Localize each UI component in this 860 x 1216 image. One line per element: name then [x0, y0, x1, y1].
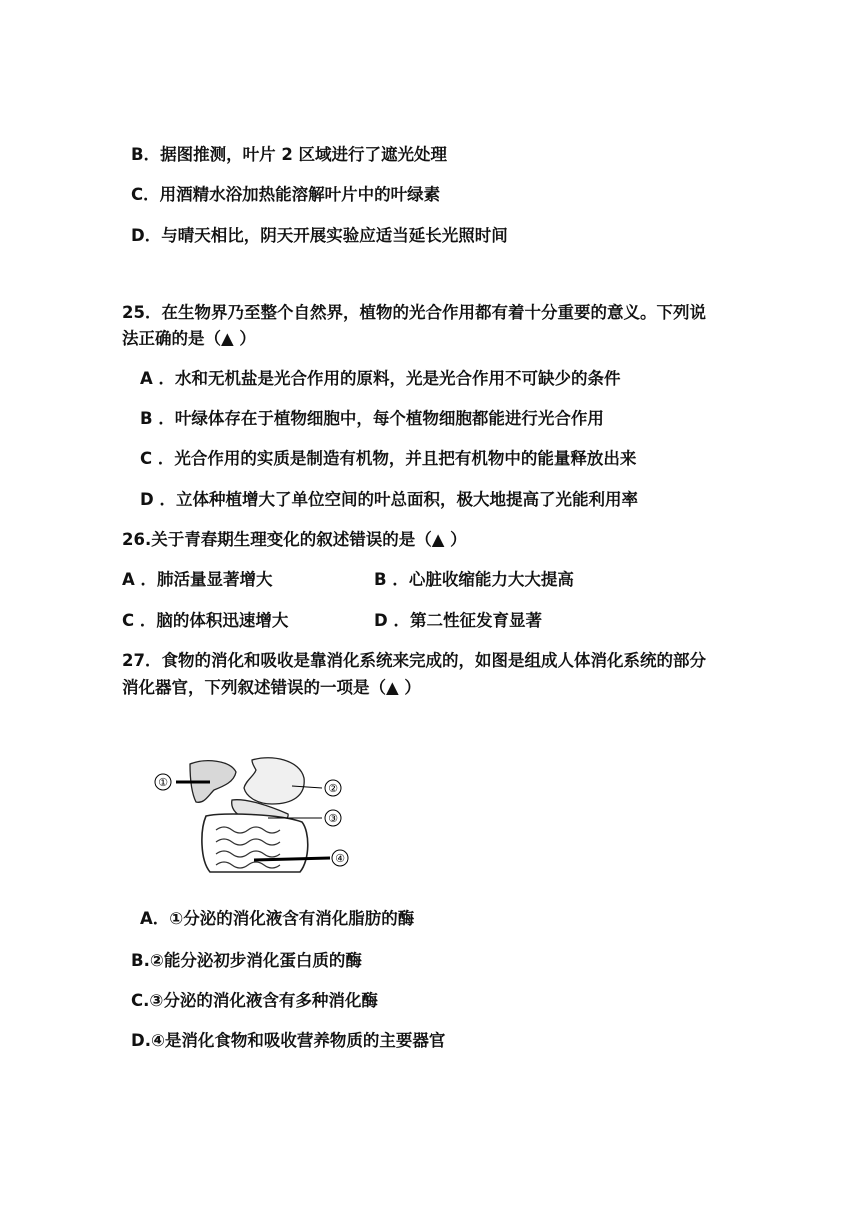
q26-option-b: B ．心脏收缩能力大大提高 [374, 570, 574, 589]
q27-option-d: D.④是消化食物和吸收营养物质的主要器官 [131, 1031, 446, 1050]
q24-option-b: B．据图推测，叶片 2 区域进行了遮光处理 [131, 145, 448, 164]
q27-option-c: C.③分泌的消化液含有多种消化酶 [131, 991, 378, 1010]
pointer-line-4 [254, 858, 330, 860]
q26-stem: 26.关于青春期生理变化的叙述错误的是（▲ ） [122, 530, 467, 549]
stomach-shape [244, 758, 304, 804]
q25-option-c: C ．光合作用的实质是制造有机物，并且把有机物中的能量释放出来 [140, 449, 637, 468]
figure-label-1: ① [158, 776, 168, 789]
q27-stem-line2: 消化器官，下列叙述错误的一项是（▲ ） [122, 678, 421, 697]
q25-option-b: B ．叶绿体存在于植物细胞中，每个植物细胞都能进行光合作用 [140, 409, 604, 428]
q27-option-a: A．①分泌的消化液含有消化脂肪的酶 [140, 909, 415, 928]
q25-stem-line1: 25．在生物界乃至整个自然界，植物的光合作用都有着十分重要的意义。下列说 [122, 303, 706, 322]
q26-option-a: A ．肺活量显著增大 [122, 570, 273, 589]
figure-label-4: ④ [335, 852, 345, 865]
q25-option-d: D ．立体种植增大了单位空间的叶总面积，极大地提高了光能利用率 [140, 490, 638, 509]
figure-label-2: ② [328, 782, 338, 795]
digestive-system-figure [150, 752, 355, 880]
q24-option-c: C．用酒精水浴加热能溶解叶片中的叶绿素 [131, 185, 441, 204]
q26-option-c: C ．脑的体积迅速增大 [122, 611, 289, 630]
q25-option-a: A ．水和无机盐是光合作用的原料，光是光合作用不可缺少的条件 [140, 369, 621, 388]
q27-stem-line1: 27．食物的消化和吸收是靠消化系统来完成的，如图是组成人体消化系统的部分 [122, 651, 706, 670]
q24-option-d: D．与晴天相比，阴天开展实验应适当延长光照时间 [131, 226, 508, 245]
figure-label-3: ③ [328, 812, 338, 825]
q27-option-b: B.②能分泌初步消化蛋白质的酶 [131, 951, 362, 970]
digestive-organs-diagram [150, 752, 355, 880]
q26-option-d: D ．第二性征发育显著 [374, 611, 542, 630]
q25-stem-line2: 法正确的是（▲ ） [122, 329, 256, 348]
